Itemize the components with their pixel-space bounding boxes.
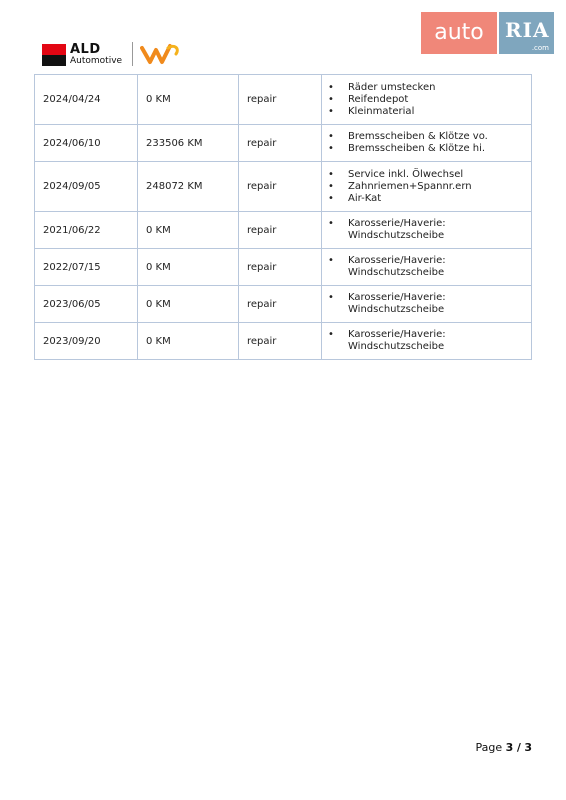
logo-divider <box>132 42 133 66</box>
record-item-list <box>328 131 527 155</box>
record-item: • Karosserie/Haverie: Windschutzscheibe <box>328 292 527 316</box>
record-item: • Karosserie/Haverie: Windschutzscheibe <box>328 218 527 242</box>
record-date: 2021/06/22 <box>35 212 138 249</box>
record-items <box>322 212 532 249</box>
record-date: 2024/06/10 <box>35 125 138 162</box>
service-records-body <box>35 75 532 360</box>
record-items <box>322 286 532 323</box>
record-item: • Karosserie/Haverie: Windschutzscheibe <box>328 255 527 279</box>
record-item: • Service inkl. Ölwechsel <box>328 169 527 181</box>
table-row <box>35 212 532 249</box>
record-mileage: 0 KM <box>138 75 239 125</box>
record-item-list <box>328 218 527 242</box>
table-row <box>35 75 532 125</box>
ald-logo-subtitle: Automotive <box>70 56 123 66</box>
watermark-ria-block <box>499 12 554 54</box>
service-records-table <box>34 74 532 360</box>
page-total: 3 <box>524 741 532 754</box>
record-item-list <box>328 255 527 279</box>
record-mileage: 248072 KM <box>138 162 239 212</box>
record-date: 2024/04/24 <box>35 75 138 125</box>
page-separator: / <box>516 741 521 754</box>
table-row <box>35 125 532 162</box>
record-item-list <box>328 292 527 316</box>
ald-logo-name: ALD <box>70 42 101 57</box>
record-mileage: 0 KM <box>138 212 239 249</box>
leaseplan-logo-icon <box>140 42 182 66</box>
record-item: • Bremsscheiben & Klötze vo. <box>328 131 527 143</box>
watermark-auto: auto <box>421 12 497 54</box>
record-mileage: 0 KM <box>138 249 239 286</box>
record-type: repair <box>239 125 322 162</box>
record-mileage: 0 KM <box>138 286 239 323</box>
table-row <box>35 249 532 286</box>
ald-automotive-logo <box>42 42 132 68</box>
record-mileage: 233506 KM <box>138 125 239 162</box>
page-label: Page <box>475 741 503 754</box>
record-type: repair <box>239 75 322 125</box>
record-items <box>322 162 532 212</box>
record-item: • Kleinmaterial <box>328 106 527 118</box>
record-item: • Reifendepot <box>328 94 527 106</box>
record-item: • Karosserie/Haverie: Windschutzscheibe <box>328 329 527 353</box>
record-item: • Air-Kat <box>328 193 527 205</box>
record-item: • Zahnriemen+Spannr.ern <box>328 181 527 193</box>
record-date: 2023/09/20 <box>35 323 138 360</box>
record-mileage: 0 KM <box>138 323 239 360</box>
record-item-list <box>328 82 527 118</box>
record-type: repair <box>239 249 322 286</box>
record-date: 2023/06/05 <box>35 286 138 323</box>
watermark-ria: RIA <box>505 18 550 42</box>
table-row <box>35 286 532 323</box>
watermark-com: .com <box>531 44 549 52</box>
record-type: repair <box>239 286 322 323</box>
record-date: 2022/07/15 <box>35 249 138 286</box>
page-number <box>476 741 532 754</box>
record-items <box>322 125 532 162</box>
record-items <box>322 249 532 286</box>
table-row <box>35 323 532 360</box>
record-item-list <box>328 329 527 353</box>
record-date: 2024/09/05 <box>35 162 138 212</box>
record-type: repair <box>239 323 322 360</box>
page-current: 3 <box>505 741 514 754</box>
autoria-watermark <box>421 12 554 54</box>
table-row <box>35 162 532 212</box>
record-item: • Bremsscheiben & Klötze hi. <box>328 143 527 155</box>
record-item: • Räder umstecken <box>328 82 527 94</box>
ald-logo-mark <box>42 44 66 66</box>
page-header <box>0 0 566 72</box>
record-item-list <box>328 169 527 205</box>
record-items <box>322 323 532 360</box>
record-type: repair <box>239 162 322 212</box>
record-items <box>322 75 532 125</box>
record-type: repair <box>239 212 322 249</box>
